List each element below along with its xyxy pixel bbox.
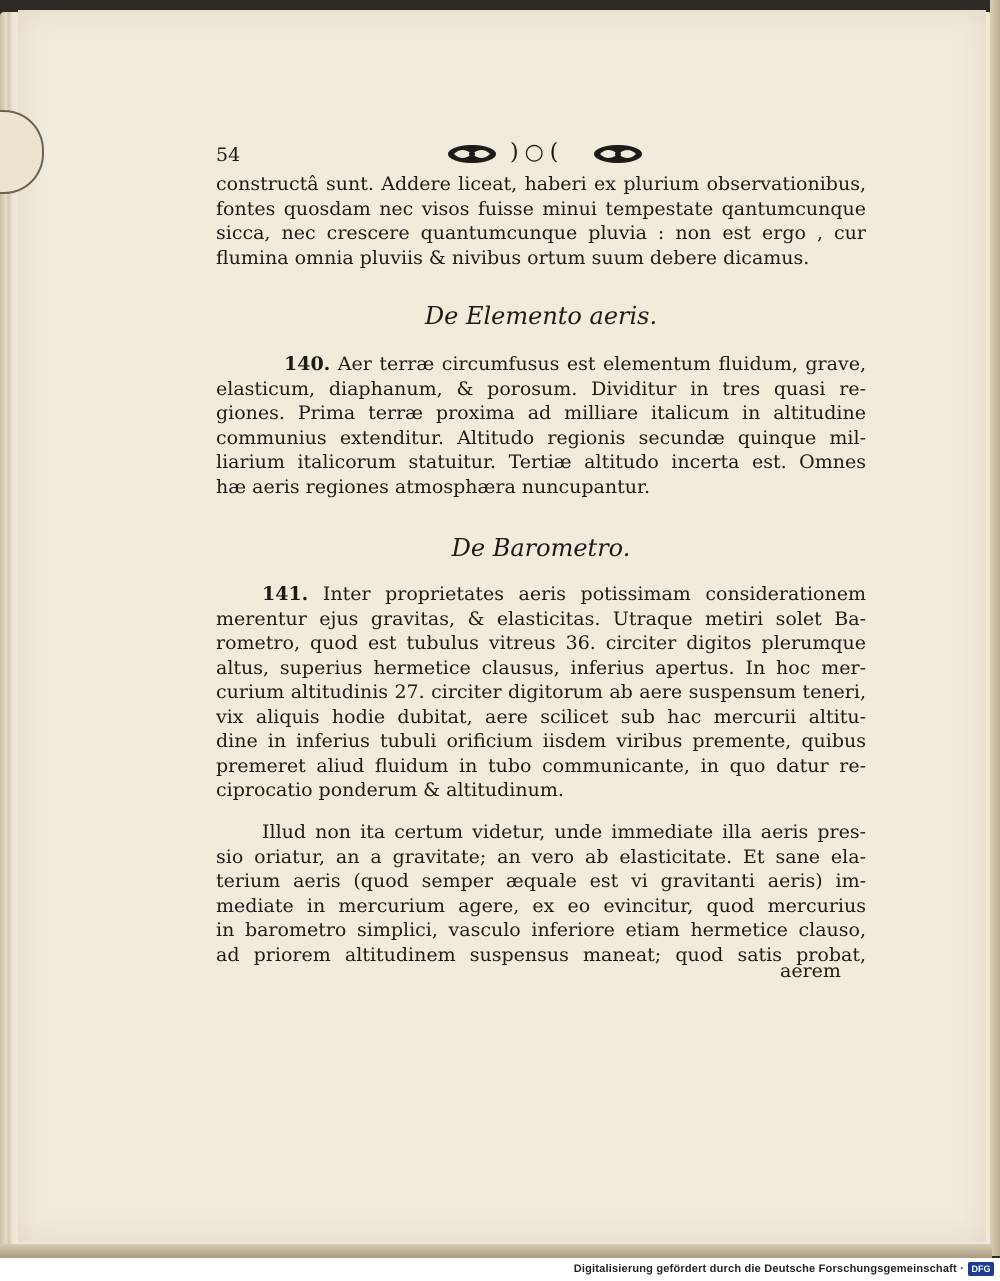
text-line: fontes quosdam nec visos fuisse minui tempestate qantumcunque <box>216 197 866 220</box>
text-line <box>216 820 866 845</box>
text-line: constructâ sunt. Addere liceat, haberi ex plurium observationibus, <box>216 173 866 195</box>
text-line: curium altitudinis 27. circiter digitorum ab aere suspensum teneri, <box>216 681 866 703</box>
text-line: elasticum, diaphanum, & porosum. Dividitur in tres quasi re- <box>216 377 866 400</box>
page-right-edge <box>990 0 1000 1256</box>
text-line: communius extenditur. Altitudo regionis secundæ quinque mil- <box>216 426 866 449</box>
footer-text: Digitalisierung gefördert durch die Deutsche Forschungsgemeinschaft · <box>573 1263 964 1275</box>
left-fleuron-icon <box>446 142 498 166</box>
paragraph-140 <box>216 352 866 499</box>
catchword: aerem <box>780 960 841 982</box>
text-fragment: Aer terræ circumfusus est elementum fluidum, grave, <box>337 353 866 375</box>
footer-bar <box>0 1258 1000 1281</box>
text-line <box>216 582 866 607</box>
text-line: hæ aeris regiones atmosphæra nuncupantur. <box>216 475 651 498</box>
page-bottom-edge <box>0 1244 992 1258</box>
text-line: merentur ejus gravitas, & elasticitas. Utraque metiri solet Ba- <box>216 607 866 630</box>
text-line: giones. Prima terræ proxima ad milliare italicum in altitudine <box>216 402 866 424</box>
text-line: premeret aliud fluidum in tubo communicante, in quo datur re- <box>216 754 866 777</box>
paragraph-number: 140. <box>284 353 331 375</box>
text-line: dine in inferius tubuli orificium iisdem viribus premente, quibus <box>216 730 866 752</box>
text-line: rometro, quod est tubulus vitreus 36. circiter digitos plerumque <box>216 632 866 654</box>
section-heading-aeris: De Elemento aeris. <box>424 302 658 330</box>
text-line: mediate in mercurium agere, ex eo evincitur, quod mercurius <box>216 894 866 917</box>
header-ornament <box>446 140 646 168</box>
text-line: ad priorem altitudinem suspensus maneat; quod satis probat, <box>216 943 866 966</box>
text-fragment: Illud non ita certum videtur, unde immediate illa aeris pres- <box>262 821 866 843</box>
text-line <box>216 352 866 377</box>
text-line: altus, superius hermetice clausus, inferius apertus. In hoc mer- <box>216 656 866 679</box>
text-line: sicca, nec crescere quantumcunque pluvia : non est ergo , cur <box>216 222 866 244</box>
paragraph-141-continued <box>216 820 866 967</box>
paragraph-141 <box>216 582 866 803</box>
dfg-logo-icon: DFG <box>968 1262 994 1276</box>
paragraph-number: 141. <box>262 583 309 605</box>
page-header <box>216 140 866 170</box>
text-fragment: Inter proprietates aeris potissimam considerationem <box>322 583 866 605</box>
text-line: in barometro simplici, vasculo inferiore etiam hermetice clauso, <box>216 919 866 941</box>
ornament-text: )○( <box>510 140 565 165</box>
opening-paragraph <box>216 172 866 270</box>
section-heading-barometro: De Barometro. <box>451 534 631 562</box>
text-line: sio oriatur, an a gravitate; an vero ab elasticitate. Et sane ela- <box>216 845 866 868</box>
page-number: 54 <box>216 144 241 166</box>
text-line: ciprocatio ponderum & altitudinum. <box>216 779 564 801</box>
right-fleuron-icon <box>592 142 644 166</box>
text-line: vix aliquis hodie dubitat, aere scilicet sub hac mercurii altitu- <box>216 705 866 728</box>
text-line: flumina omnia pluviis & nivibus ortum suum debere dicamus. <box>216 246 810 269</box>
text-line: terium aeris (quod semper æquale est vi gravitanti aeris) im- <box>216 870 866 892</box>
text-line: liarium italicorum statuitur. Tertiæ altitudo incerta est. Omnes <box>216 451 866 473</box>
